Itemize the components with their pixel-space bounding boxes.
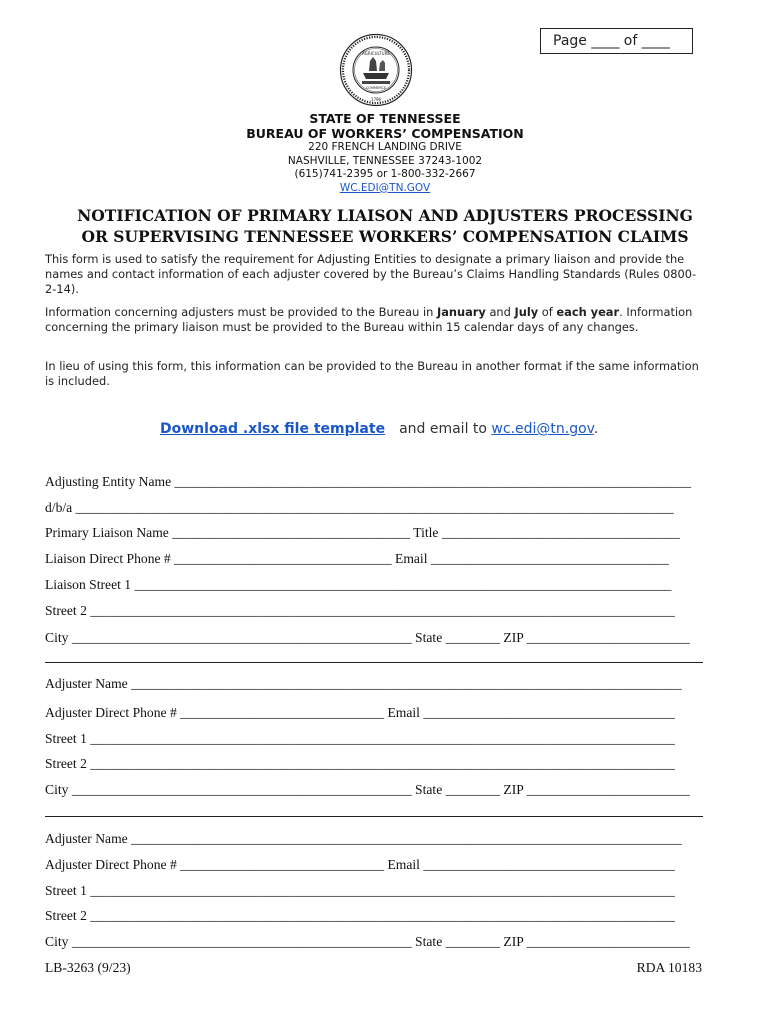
intro-paragraph-1: This form is used to satisfy the requirement for Adjusting Entities to designate a primary liaison and provide the names and contact information of each adjuster covered by the Bureau’s Claims Handling Standards (Rules 0800-2-14). xyxy=(45,252,697,296)
seal-text-year: 1796 xyxy=(370,97,382,102)
agency-header xyxy=(0,112,770,195)
phone-numbers: (615)741-2395 or 1-800-332-2667 xyxy=(294,168,476,181)
intro-paragraph-3: In lieu of using this form, this information can be provided to the Bureau in another format if the same information is included. xyxy=(45,359,699,388)
adjuster-1-street-2-field[interactable]: Street 2 ______________________________________________________________________________________ xyxy=(45,756,675,771)
address-line-2: NASHVILLE, TENNESSEE 37243-1002 xyxy=(287,154,483,167)
intro-paragraph-2: Information concerning adjusters must be provided to the Bureau in January and July of each year. Information concerning the primary liaison must be provided to the Bureau within 15 calendar days of any changes. xyxy=(45,305,693,334)
liaison-city-state-zip-field[interactable]: City __________________________________________________ State ________ ZIP ________________________ xyxy=(45,630,690,645)
adjuster-1-street-1-field[interactable]: Street 1 ______________________________________________________________________________________ xyxy=(45,731,675,746)
state-name: STATE OF TENNESSEE xyxy=(309,111,461,126)
january-emphasis: January xyxy=(436,305,486,319)
july-emphasis: July xyxy=(514,305,539,319)
adjuster-1-phone-email-field[interactable]: Adjuster Direct Phone # ______________________________ Email _____________________________________ xyxy=(45,705,675,720)
adjuster-2-city-state-zip-field[interactable]: City __________________________________________________ State ________ ZIP ________________________ xyxy=(45,934,690,949)
address-line-1: 220 FRENCH LANDING DRIVE xyxy=(308,141,462,153)
form-title-line-2: OR SUPERVISING TENNESSEE WORKERS’ COMPENSATION CLAIMS xyxy=(81,227,689,246)
adjuster-2-street-2-field[interactable]: Street 2 ______________________________________________________________________________________ xyxy=(45,908,675,923)
rda-number: RDA 10183 xyxy=(636,960,702,975)
download-instructions: Download .xlsx file template and email to wc.edi@tn.gov. xyxy=(160,421,599,437)
section-divider xyxy=(45,816,703,817)
page-number-box[interactable]: Page ____ of ____ xyxy=(540,28,693,54)
form-title-line-1: NOTIFICATION OF PRIMARY LIAISON AND ADJUSTERS PROCESSING xyxy=(77,206,693,225)
form-title xyxy=(0,205,770,247)
dba-field[interactable]: d/b/a ________________________________________________________________________________________ xyxy=(45,500,674,515)
adjuster-2-name-field[interactable]: Adjuster Name _________________________________________________________________________________ xyxy=(45,831,682,846)
adjuster-2-street-1-field[interactable]: Street 1 ______________________________________________________________________________________ xyxy=(45,883,675,898)
tennessee-state-seal xyxy=(339,33,413,107)
liaison-street-1-field[interactable]: Liaison Street 1 _______________________________________________________________________________ xyxy=(45,577,672,592)
section-divider xyxy=(45,662,703,663)
liaison-street-2-field[interactable]: Street 2 ______________________________________________________________________________________ xyxy=(45,603,675,618)
header-email-link[interactable]: WC.EDI@TN.GOV xyxy=(339,181,431,194)
seal-text-commerce: COMMERCE xyxy=(365,86,387,90)
adjuster-2-phone-email-field[interactable]: Adjuster Direct Phone # ______________________________ Email _____________________________________ xyxy=(45,857,675,872)
bureau-name: BUREAU OF WORKERS’ COMPENSATION xyxy=(246,125,524,141)
form-number: LB-3263 (9/23) xyxy=(45,960,131,975)
each-year-emphasis: each year xyxy=(556,305,620,319)
adjuster-1-name-field[interactable]: Adjuster Name _________________________________________________________________________________ xyxy=(45,676,682,691)
seal-text-agriculture: AGRICULTURE xyxy=(362,51,390,56)
download-template-link[interactable]: Download .xlsx file template xyxy=(160,421,386,437)
email-link[interactable]: wc.edi@tn.gov xyxy=(491,421,594,437)
adjusting-entity-name-field[interactable]: Adjusting Entity Name ____________________________________________________________________________ xyxy=(45,474,692,489)
primary-liaison-field[interactable]: Primary Liaison Name ___________________________________ Title ___________________________________ xyxy=(45,525,680,540)
adjuster-1-city-state-zip-field[interactable]: City __________________________________________________ State ________ ZIP ________________________ xyxy=(45,782,690,797)
liaison-phone-email-field[interactable]: Liaison Direct Phone # ________________________________ Email ___________________________________ xyxy=(45,551,669,566)
